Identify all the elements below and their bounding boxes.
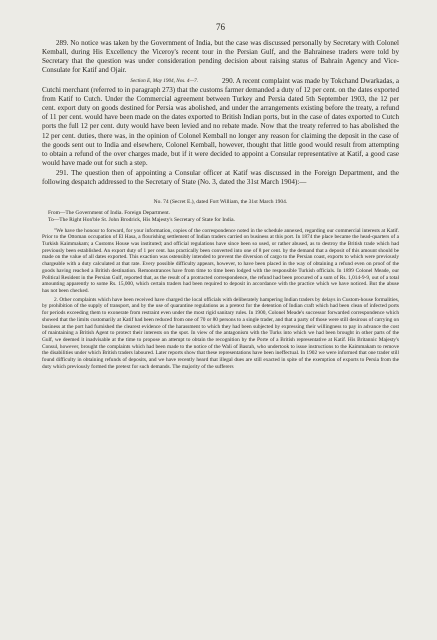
margin-reference: Section E, May 1904, Nos. 4—7. — [130, 77, 198, 84]
despatch-from: From—The Government of India. Foreign Department. — [48, 209, 171, 216]
despatch-header — [42, 199, 399, 224]
paragraph-289: 289. No notice was taken by the Government of India, but the case was discussed personally by Secretary with Colonel Kemball, during His Excellency the Viceroy's recent tour in the Persian Gulf, and the Bahrainese traders were told by Secretary that the question was under consideration pending decision about raising status of Bahrain Agency and Vice-Consulate for Katif and Ojair. — [42, 39, 399, 75]
main-text — [42, 39, 399, 188]
page-number: 76 — [216, 22, 225, 32]
paragraph-290: 290. A recent complaint was made by Tokchand Dwarkadas, a Cutchi merchant (referred to in paragraph 273) that the customs farmer demanded a duty of 12 per cent. on the dates exported from Katif to Cutch. Under the Commercial agreement between Turkey and Persia dated 5th September 1903, the 12 per cent. export duty on goods destined for Persia was abolished, and under the arrangements existing before the treaty, a refund of 11 per cent. would have been made on the dates exported to British Indian ports, but in the case of dates exported to Cutch ports the full 12 per cent. duty would have been levied and no rebate made. Now that the treaty referred to has abolished the 12 per cent. duties, there was, in the opinion of Colonel Kemball no longer any reason for claiming the deposit in the case of the goods sent out to India and elsewhere, Colonel Kemball, however, thought that little good would result from attempting to obtain a refund of the over charges made, but if it were decided to appoint a Consular representative at Katif, a good case would have made out for such a step. — [42, 76, 399, 168]
despatch-paragraph-1: "We have the honour to forward, for your information, copies of the correspondence noted in the schedule annexed, regarding our commercial interests at Katif. Prior to the Ottoman occupation of El Hasa, a flourishing settlement of Indian traders carried on business at this port. In 1874 the place became the head-quarters of a Turkish Kaimmakam; a Customs House was instituted; and official regulations have since been so used, or rather abused, as to destroy the British trade which had previously been established. An export duty of 1 per cent. has practically been converted into one of 8 per cent. by the demand that a deposit of this amount should be made on the value of all dates exported. This exaction was ostensibly intended to prevent the diversion of cargo to the Persian coast, exports to which were previously chargeable with a duty calculated at that rate. Every possible difficulty appears, however, to have been placed in the way of obtaining a refund even on proof of the goods having reached a British destination. Remonstrances have from time to time been lodged with the responsible Turkish officials. In 1899 Colonel Meade, our Political Resident in the Persian Gulf, reported that, as the result of a protracted correspondence, the refund had been procured of a sum of Rs. 1,014-9-9, out of a total amounting apparently to some Rs. 15,000, which certain traders had been required to deposit in accordance with the practice which we have noticed. But the abuse has not been checked. — [42, 227, 399, 294]
despatch-body — [42, 228, 399, 371]
despatch-number: No. 74 (Secret E.), dated Fort William, the 31st March 1904. — [153, 198, 288, 205]
paragraph-291: 291. The question then of appointing a Consular officer at Katif was discussed in the Foreign Department, and the following despatch addressed to the Secretary of State (No. 3, dated the 31st March 1904):— — [42, 169, 399, 187]
despatch-to: To—The Right Hon'ble St. John Brodrick, His Majesty's Secretary of State for India. — [48, 216, 235, 223]
despatch-paragraph-2: 2. Other complaints which have been received have charged the local officials with deliberately hampering Indian traders by delays in Custom-house formalities, by prohibition of the supply of transport, and by the use of quarantine regulations as a pretext for the detention of Indian craft which had been clean of infected ports for periods exceeding them to exonerate from restraint even under the most rigid sanitary rules. In 1900, Colonel Meade's successor forwarded correspondence which showed that the limits customarily at Katif had been reduced from one of 70 or 80 persons to a single trader, and that a party of those were still desirous of carrying on business at the port had furnished the clearest evidence of the harassment to which they had been subjected by expressing their willingness to pay in advance the cost of maintaining a British Agent to protect their interests on the spot. In view of the antagonism with the Turks into which we had been brought in other parts of the Gulf, we deemed it inadvisable at the time to propose an attempt to obtain the recognition by the Porte of a British representative at Katif. His Britannic Majesty's Consul, however, brought the complaints which had been made to the notice of the Wali of Basrah, who undertook to issue instructions to the Kaimmakam to remove the disabilities under which British traders laboured. Later reports show that these representations have been ineffectual. In 1902 we were informed that one trader still found difficulty in obtaining refunds of deposits, and we have recently heard that illegal dues are still exacted in spite of the exemption of exports to Persia from the duty which previously formed the pretext for such demands. The majority of the sufferers — [42, 296, 399, 370]
